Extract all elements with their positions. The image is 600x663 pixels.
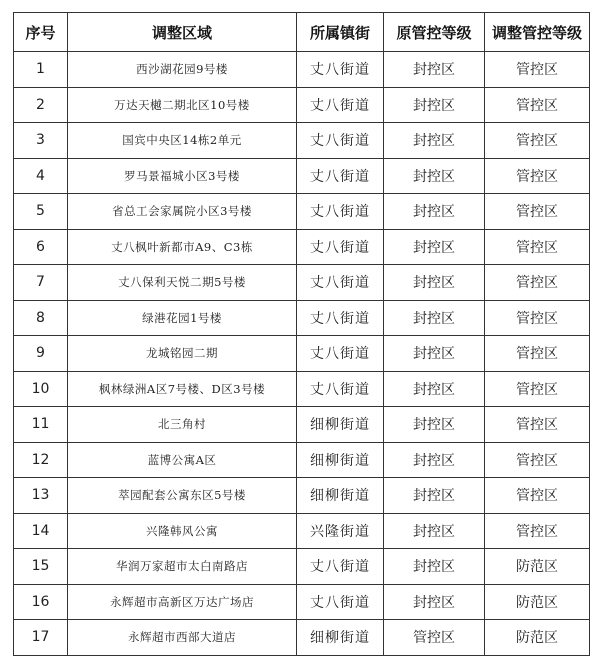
- table-row: [14, 87, 590, 123]
- cell-new-level: 管控区: [485, 194, 590, 230]
- table-row: [14, 549, 590, 585]
- table-body: [14, 52, 590, 656]
- cell-new-level: 管控区: [485, 442, 590, 478]
- cell-new-level: 管控区: [485, 87, 590, 123]
- table-row: [14, 371, 590, 407]
- adjustment-table-container: [13, 12, 589, 656]
- cell-street: 丈八街道: [297, 300, 384, 336]
- cell-index: 11: [14, 407, 68, 443]
- cell-area: 兴隆韩风公寓: [68, 513, 297, 549]
- cell-area: 丈八枫叶新都市A9、C3栋: [68, 229, 297, 265]
- cell-original-level: 封控区: [384, 300, 485, 336]
- cell-index: 4: [14, 158, 68, 194]
- cell-street: 丈八街道: [297, 336, 384, 372]
- cell-original-level: 封控区: [384, 442, 485, 478]
- cell-index: 1: [14, 52, 68, 88]
- table-row: [14, 123, 590, 159]
- cell-area: 萃园配套公寓东区5号楼: [68, 478, 297, 514]
- cell-new-level: 管控区: [485, 52, 590, 88]
- header-area: 调整区域: [68, 13, 297, 52]
- cell-original-level: 封控区: [384, 52, 485, 88]
- table-row: [14, 194, 590, 230]
- cell-new-level: 管控区: [485, 371, 590, 407]
- cell-street: 丈八街道: [297, 194, 384, 230]
- cell-street: 丈八街道: [297, 549, 384, 585]
- cell-new-level: 管控区: [485, 265, 590, 301]
- cell-street: 丈八街道: [297, 265, 384, 301]
- cell-street: 丈八街道: [297, 158, 384, 194]
- cell-street: 细柳街道: [297, 442, 384, 478]
- cell-index: 8: [14, 300, 68, 336]
- header-index: 序号: [14, 13, 68, 52]
- table-row: [14, 265, 590, 301]
- cell-area: 华润万家超市太白南路店: [68, 549, 297, 585]
- cell-original-level: 封控区: [384, 336, 485, 372]
- cell-area: 绿港花园1号楼: [68, 300, 297, 336]
- header-original-level: 原管控等级: [384, 13, 485, 52]
- cell-new-level: 管控区: [485, 229, 590, 265]
- table-row: [14, 336, 590, 372]
- cell-area: 蓝博公寓A区: [68, 442, 297, 478]
- cell-area: 龙城铭园二期: [68, 336, 297, 372]
- cell-area: 永辉超市西部大道店: [68, 620, 297, 656]
- cell-street: 丈八街道: [297, 123, 384, 159]
- cell-original-level: 封控区: [384, 371, 485, 407]
- cell-original-level: 管控区: [384, 620, 485, 656]
- cell-street: 丈八街道: [297, 87, 384, 123]
- cell-area: 省总工会家属院小区3号楼: [68, 194, 297, 230]
- cell-area: 永辉超市高新区万达广场店: [68, 584, 297, 620]
- cell-index: 6: [14, 229, 68, 265]
- cell-index: 17: [14, 620, 68, 656]
- adjustment-table: [13, 12, 590, 656]
- cell-original-level: 封控区: [384, 194, 485, 230]
- cell-new-level: 管控区: [485, 336, 590, 372]
- cell-street: 丈八街道: [297, 584, 384, 620]
- header-new-level: 调整管控等级: [485, 13, 590, 52]
- cell-index: 3: [14, 123, 68, 159]
- cell-index: 16: [14, 584, 68, 620]
- cell-area: 丈八保利天悦二期5号楼: [68, 265, 297, 301]
- cell-original-level: 封控区: [384, 87, 485, 123]
- table-header-row: [14, 13, 590, 52]
- cell-index: 2: [14, 87, 68, 123]
- cell-original-level: 封控区: [384, 407, 485, 443]
- cell-original-level: 封控区: [384, 265, 485, 301]
- table-row: [14, 584, 590, 620]
- cell-original-level: 封控区: [384, 513, 485, 549]
- cell-index: 14: [14, 513, 68, 549]
- table-row: [14, 478, 590, 514]
- cell-index: 13: [14, 478, 68, 514]
- cell-area: 北三角村: [68, 407, 297, 443]
- cell-original-level: 封控区: [384, 549, 485, 585]
- cell-street: 丈八街道: [297, 52, 384, 88]
- cell-area: 罗马景福城小区3号楼: [68, 158, 297, 194]
- table-row: [14, 513, 590, 549]
- cell-new-level: 管控区: [485, 513, 590, 549]
- cell-index: 15: [14, 549, 68, 585]
- cell-new-level: 管控区: [485, 407, 590, 443]
- cell-new-level: 管控区: [485, 478, 590, 514]
- cell-area: 西沙湖花园9号楼: [68, 52, 297, 88]
- table-row: [14, 407, 590, 443]
- cell-street: 细柳街道: [297, 478, 384, 514]
- cell-original-level: 封控区: [384, 158, 485, 194]
- cell-street: 丈八街道: [297, 229, 384, 265]
- header-street: 所属镇街: [297, 13, 384, 52]
- cell-new-level: 防范区: [485, 620, 590, 656]
- cell-new-level: 防范区: [485, 549, 590, 585]
- cell-original-level: 封控区: [384, 584, 485, 620]
- table-row: [14, 229, 590, 265]
- table-row: [14, 442, 590, 478]
- cell-index: 5: [14, 194, 68, 230]
- cell-new-level: 管控区: [485, 300, 590, 336]
- cell-street: 细柳街道: [297, 407, 384, 443]
- cell-area: 国宾中央区14栋2单元: [68, 123, 297, 159]
- cell-new-level: 管控区: [485, 158, 590, 194]
- cell-index: 10: [14, 371, 68, 407]
- cell-original-level: 封控区: [384, 229, 485, 265]
- cell-street: 细柳街道: [297, 620, 384, 656]
- table-row: [14, 300, 590, 336]
- cell-index: 9: [14, 336, 68, 372]
- table-row: [14, 52, 590, 88]
- cell-original-level: 封控区: [384, 478, 485, 514]
- cell-street: 丈八街道: [297, 371, 384, 407]
- cell-new-level: 防范区: [485, 584, 590, 620]
- cell-index: 12: [14, 442, 68, 478]
- table-row: [14, 158, 590, 194]
- cell-street: 兴隆街道: [297, 513, 384, 549]
- cell-area: 枫林绿洲A区7号楼、D区3号楼: [68, 371, 297, 407]
- cell-new-level: 管控区: [485, 123, 590, 159]
- cell-area: 万达天樾二期北区10号楼: [68, 87, 297, 123]
- cell-index: 7: [14, 265, 68, 301]
- table-row: [14, 620, 590, 656]
- cell-original-level: 封控区: [384, 123, 485, 159]
